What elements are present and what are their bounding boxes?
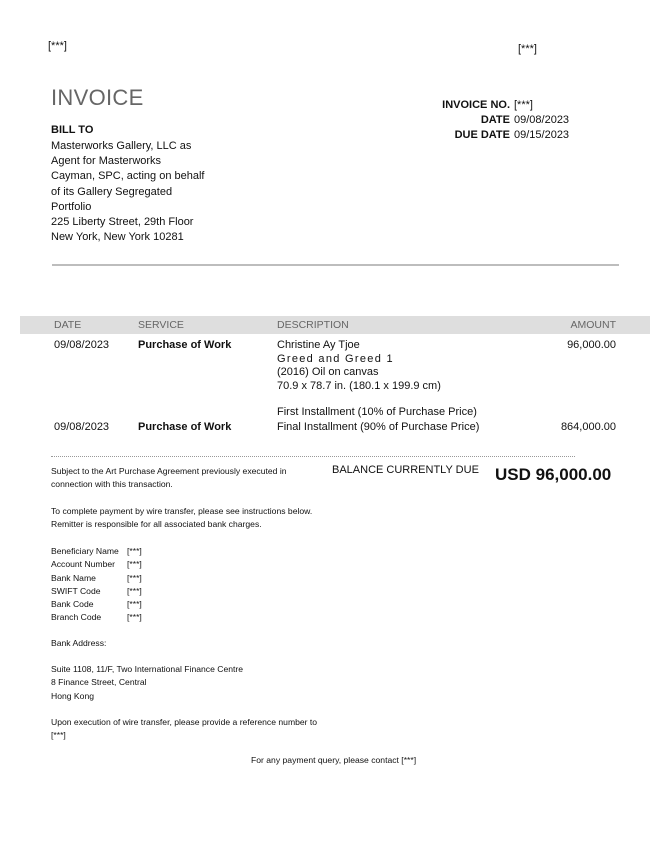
bill-to-line: Agent for Masterworks	[51, 155, 162, 168]
bank-detail-value: [***]	[127, 546, 142, 556]
agreement-line: connection with this transaction.	[51, 479, 173, 490]
bank-detail-value: [***]	[127, 599, 142, 610]
bill-to-line: 225 Liberty Street, 29th Floor	[51, 216, 194, 229]
bill-to-line: Cayman, SPC, acting on behalf	[51, 170, 205, 183]
row-service: Purchase of Work	[138, 421, 232, 433]
wire-line: To complete payment by wire transfer, please see instructions below.	[51, 506, 313, 516]
bank-address-line: Suite 1108, 11/F, Two International Finance Centre	[51, 664, 244, 674]
balance-label: BALANCE CURRENTLY DUE	[332, 464, 479, 476]
payment-query-footer: For any payment query, please contact [***]	[251, 755, 417, 765]
bank-detail-key: Beneficiary Name	[51, 546, 119, 556]
bank-address-line: Hong Kong	[51, 690, 95, 701]
artwork-title: Greed and Greed 1	[277, 352, 394, 365]
bank-detail-key: SWIFT Code	[51, 585, 101, 596]
due-date-value: 09/15/2023	[514, 129, 570, 142]
row-description: Final Installment (90% of Purchase Price)	[277, 421, 480, 433]
description-line: (2016) Oil on canvas	[277, 366, 379, 378]
column-header-amount: AMOUNT	[570, 319, 616, 331]
bill-to-line: of its Gallery Segregated	[51, 185, 173, 198]
column-header-service: SERVICE	[138, 319, 184, 331]
date-label: DATE	[480, 114, 510, 127]
agreement-line: Subject to the Art Purchase Agreement previously executed in	[51, 466, 287, 476]
bill-to-line: Masterworks Gallery, LLC as	[51, 140, 192, 152]
description-line: Christine Ay Tjoe	[277, 339, 360, 351]
agreement-note	[51, 465, 287, 492]
bank-address	[51, 663, 243, 703]
bank-detail-value: [***]	[127, 559, 142, 570]
redaction-top-right: [***]	[518, 43, 537, 55]
invoice-meta-values	[514, 98, 569, 144]
wire-line: Remitter is responsible for all associated bank charges.	[51, 519, 262, 530]
column-header-description: DESCRIPTION	[277, 319, 349, 331]
wire-instructions	[51, 505, 312, 532]
row-date: 09/08/2023	[54, 421, 110, 433]
bank-detail-key: Bank Name	[51, 572, 96, 583]
invoice-no-label: INVOICE NO.	[442, 99, 510, 111]
bank-detail-key: Bank Code	[51, 599, 94, 610]
row-amount: 864,000.00	[560, 421, 616, 433]
invoice-title: INVOICE	[51, 85, 144, 110]
description-spacer	[277, 393, 477, 406]
invoice-meta-labels	[442, 98, 510, 144]
divider	[52, 264, 619, 266]
balance-amount: USD 96,000.00	[495, 465, 612, 484]
bank-address-line: 8 Finance Street, Central	[51, 677, 147, 688]
reference-line: Upon execution of wire transfer, please provide a reference number to	[51, 717, 318, 727]
description-line: 70.9 x 78.7 in. (180.1 x 199.9 cm)	[277, 379, 441, 392]
row-description	[277, 339, 477, 420]
row-date: 09/08/2023	[54, 339, 110, 351]
date-value: 09/08/2023	[514, 114, 570, 127]
bank-address-label	[51, 637, 106, 650]
description-line: First Installment (10% of Purchase Price)	[277, 406, 477, 418]
bank-address-label-text: Bank Address:	[51, 638, 107, 648]
bill-to-line: Portfolio	[51, 200, 92, 213]
row-service: Purchase of Work	[138, 339, 232, 351]
table-header	[20, 316, 650, 334]
invoice-no-value: [***]	[514, 99, 533, 111]
reference-line: [***]	[51, 730, 66, 741]
dotted-divider	[51, 456, 575, 457]
bank-detail-value: [***]	[127, 612, 142, 623]
column-header-date: DATE	[54, 319, 82, 331]
due-date-label: DUE DATE	[454, 129, 510, 142]
bank-detail-value: [***]	[127, 585, 142, 596]
redaction-top-left: [***]	[48, 40, 67, 52]
bill-to-line: New York, New York 10281	[51, 231, 184, 244]
bank-detail-key: Branch Code	[51, 612, 102, 623]
bill-to-label: BILL TO	[51, 124, 94, 136]
bank-detail-key: Account Number	[51, 559, 116, 570]
bill-to-address	[51, 139, 204, 245]
reference-note	[51, 716, 317, 743]
bank-detail-value: [***]	[127, 572, 142, 583]
row-amount: 96,000.00	[567, 339, 616, 351]
